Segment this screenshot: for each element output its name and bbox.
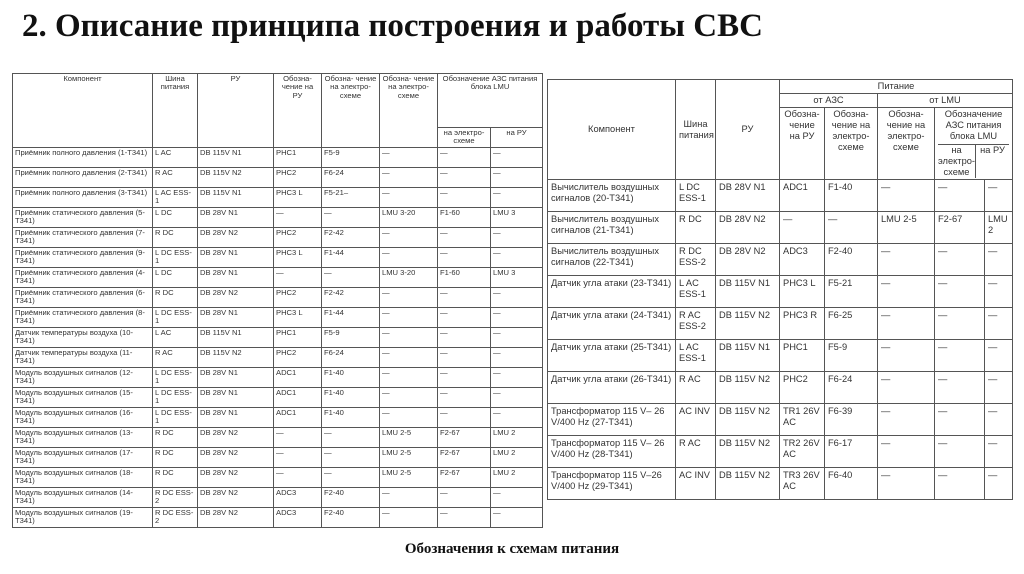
right-table-body [548, 180, 1013, 500]
cell-circuit-label-2: — [878, 468, 935, 500]
cell-bus: L DC ESS-1 [153, 367, 198, 387]
header-ru: РУ [198, 74, 274, 148]
cell-ru-label: TR1 26V AC [780, 404, 825, 436]
table-row [548, 340, 1013, 372]
table-row [548, 212, 1013, 244]
table-row [13, 507, 543, 527]
cell-azs-circuit: — [438, 367, 491, 387]
cell-circuit-label: F2-40 [825, 244, 878, 276]
table-row [13, 267, 543, 287]
cell-ru-label: PHC3 L [274, 187, 322, 207]
cell-bus: L AC ESS-1 [153, 187, 198, 207]
cell-circuit-label: — [322, 467, 380, 487]
cell-circuit-label: F6-40 [825, 468, 878, 500]
cell-azs-circuit: — [438, 187, 491, 207]
cell-circuit-label-2: — [878, 436, 935, 468]
cell-azs-ru: — [491, 347, 543, 367]
table-row [548, 308, 1013, 340]
cell-ru-label: PHC1 [780, 340, 825, 372]
cell-azs-circuit: — [438, 167, 491, 187]
cell-ru-label: ADC1 [274, 367, 322, 387]
cell-ru: DB 115V N2 [716, 372, 780, 404]
cell-component: Вычислитель воздушных сигналов (20-T341) [548, 180, 676, 212]
cell-ru-label: — [274, 427, 322, 447]
cell-circuit-label-2: LMU 2-5 [380, 447, 438, 467]
cell-circuit-label-2: — [878, 308, 935, 340]
cell-bus: L DC [153, 207, 198, 227]
cell-component: Приёмник полного давления (1-T341) [13, 147, 153, 167]
cell-circuit-label: F6-25 [825, 308, 878, 340]
cell-bus: L AC ESS-1 [676, 276, 716, 308]
cell-bus: R DC [153, 427, 198, 447]
cell-component: Приёмник полного давления (3-T341) [13, 187, 153, 207]
cell-azs-ru: LMU 3 [491, 207, 543, 227]
figure-caption: Обозначения к схемам питания [404, 541, 620, 557]
cell-azs-ru: LMU 2 [491, 427, 543, 447]
cell-component: Модуль воздушных сигналов (19-T341) [13, 507, 153, 527]
cell-azs-ru: — [491, 487, 543, 507]
cell-bus: R AC ESS-2 [676, 308, 716, 340]
cell-azs-circuit: — [935, 340, 985, 372]
cell-circuit-label: F2-42 [322, 287, 380, 307]
header-bus: Шина питания [676, 80, 716, 180]
cell-ru: DB 28V N2 [716, 212, 780, 244]
cell-bus: R DC ESS-2 [153, 507, 198, 527]
cell-component: Приёмник статического давления (6-T341) [13, 287, 153, 307]
cell-azs-circuit: F1-60 [438, 207, 491, 227]
cell-ru-label: PHC2 [274, 227, 322, 247]
cell-component: Приёмник статического давления (8-T341) [13, 307, 153, 327]
cell-ru-label: ADC1 [274, 387, 322, 407]
cell-circuit-label: F2-42 [322, 227, 380, 247]
cell-bus: R DC [676, 212, 716, 244]
cell-ru-label: PHC2 [274, 347, 322, 367]
cell-azs-ru: — [985, 468, 1013, 500]
cell-component: Приёмник статического давления (9-T341) [13, 247, 153, 267]
cell-circuit-label-2: — [380, 147, 438, 167]
header-azs-circuit: на электро- схеме [938, 145, 976, 177]
cell-azs-ru: LMU 2 [985, 212, 1013, 244]
cell-azs-ru: — [491, 327, 543, 347]
cell-circuit-label-2: — [380, 167, 438, 187]
table-row [13, 247, 543, 267]
cell-ru: DB 115V N2 [716, 468, 780, 500]
cell-azs-ru: — [491, 367, 543, 387]
cell-bus: L AC [153, 327, 198, 347]
cell-component: Приёмник статического давления (5-T341) [13, 207, 153, 227]
cell-ru-label: PHC3 L [780, 276, 825, 308]
cell-circuit-label-2: LMU 3-20 [380, 267, 438, 287]
cell-ru: DB 28V N1 [198, 307, 274, 327]
cell-circuit-label-2: — [380, 307, 438, 327]
cell-circuit-label-2: LMU 2-5 [380, 467, 438, 487]
table-row [548, 244, 1013, 276]
cell-circuit-label-2: — [878, 372, 935, 404]
cell-bus: R DC ESS-2 [153, 487, 198, 507]
cell-circuit-label: F1-40 [322, 407, 380, 427]
cell-bus: R DC [153, 287, 198, 307]
cell-azs-circuit: — [438, 387, 491, 407]
cell-ru: DB 115V N1 [716, 276, 780, 308]
table-row [13, 367, 543, 387]
cell-circuit-label-2: — [878, 276, 935, 308]
left-power-table [12, 73, 543, 528]
cell-azs-ru: — [985, 244, 1013, 276]
cell-azs-ru: — [985, 436, 1013, 468]
cell-circuit-label-2: — [878, 340, 935, 372]
cell-circuit-label: F5-9 [825, 340, 878, 372]
cell-azs-circuit: F2-67 [935, 212, 985, 244]
cell-azs-circuit: — [935, 436, 985, 468]
cell-ru-label: TR3 26V AC [780, 468, 825, 500]
table-row [548, 468, 1013, 500]
cell-azs-ru: — [491, 287, 543, 307]
cell-circuit-label: — [322, 267, 380, 287]
header-component: Компонент [548, 80, 676, 180]
header-azs-circuit: на электро- схеме [438, 128, 491, 148]
cell-circuit-label: — [322, 427, 380, 447]
cell-component: Модуль воздушных сигналов (13-T341) [13, 427, 153, 447]
cell-azs-ru: LMU 2 [491, 467, 543, 487]
table-row [13, 487, 543, 507]
cell-ru-label: PHC2 [274, 287, 322, 307]
cell-bus: R AC [676, 436, 716, 468]
cell-ru: DB 115V N2 [198, 347, 274, 367]
cell-circuit-label-2: — [380, 387, 438, 407]
cell-azs-circuit: — [438, 347, 491, 367]
cell-bus: R AC [153, 347, 198, 367]
cell-component: Модуль воздушных сигналов (12-T341) [13, 367, 153, 387]
cell-circuit-label-2: LMU 2-5 [380, 427, 438, 447]
cell-ru: DB 115V N1 [716, 340, 780, 372]
cell-azs-ru: — [491, 507, 543, 527]
cell-ru-label: ADC3 [274, 487, 322, 507]
page-title: 2. Описание принципа построения и работы СВС [22, 8, 763, 44]
cell-circuit-label-2: — [380, 507, 438, 527]
cell-ru: DB 28V N1 [198, 367, 274, 387]
cell-circuit-label-2: — [380, 367, 438, 387]
cell-circuit-label: F6-24 [322, 347, 380, 367]
cell-azs-circuit: — [935, 180, 985, 212]
cell-azs-ru: — [985, 404, 1013, 436]
cell-component: Трансформатор 115 V– 26 V/400 Hz (28-T341) [548, 436, 676, 468]
header-circuit-label-2: Обозна- чение на электро- схеме [380, 74, 438, 148]
cell-ru: DB 28V N2 [716, 244, 780, 276]
cell-component: Приёмник полного давления (2-T341) [13, 167, 153, 187]
header-ru-label: Обозна- чение на РУ [780, 108, 825, 180]
cell-circuit-label: F6-17 [825, 436, 878, 468]
cell-circuit-label-2: — [380, 247, 438, 267]
cell-bus: L AC ESS-1 [676, 340, 716, 372]
cell-azs-circuit: — [438, 407, 491, 427]
cell-component: Датчик угла атаки (23-T341) [548, 276, 676, 308]
header-power: Питание [780, 80, 1013, 94]
header-ru-label: Обозна- чение на РУ [274, 74, 322, 148]
cell-ru: DB 28V N2 [198, 447, 274, 467]
cell-component: Трансформатор 115 V– 26 V/400 Hz (27-T341) [548, 404, 676, 436]
table-row [13, 227, 543, 247]
header-azs-ru: на РУ [491, 128, 543, 148]
cell-bus: R DC ESS-2 [676, 244, 716, 276]
cell-circuit-label: — [322, 207, 380, 227]
table-row [13, 327, 543, 347]
cell-ru-label: — [274, 447, 322, 467]
cell-ru-label: ADC3 [274, 507, 322, 527]
table-row [548, 372, 1013, 404]
cell-circuit-label: — [825, 212, 878, 244]
cell-ru-label: — [274, 267, 322, 287]
cell-ru-label: TR2 26V AC [780, 436, 825, 468]
cell-ru: DB 28V N2 [198, 467, 274, 487]
cell-ru: DB 115V N2 [716, 436, 780, 468]
cell-component: Датчик угла атаки (24-T341) [548, 308, 676, 340]
table-row [13, 187, 543, 207]
header-bus: Шина питания [153, 74, 198, 148]
cell-azs-circuit: — [438, 147, 491, 167]
cell-bus: AC INV [676, 404, 716, 436]
header-circuit-label: Обозна- чение на электро- схеме [825, 108, 878, 180]
cell-azs-circuit: F1-60 [438, 267, 491, 287]
cell-ru-label: — [274, 207, 322, 227]
cell-circuit-label: F2-40 [322, 507, 380, 527]
header-azs-lmu-group [935, 108, 1013, 180]
cell-circuit-label: F1-40 [825, 180, 878, 212]
cell-bus: R DC [153, 467, 198, 487]
cell-azs-ru: — [985, 340, 1013, 372]
cell-ru: DB 28V N1 [198, 247, 274, 267]
cell-azs-circuit: — [438, 487, 491, 507]
cell-azs-circuit: F2-67 [438, 467, 491, 487]
cell-ru-label: ADC3 [780, 244, 825, 276]
cell-azs-circuit: — [935, 244, 985, 276]
cell-bus: R DC [153, 447, 198, 467]
cell-circuit-label-2: — [878, 404, 935, 436]
cell-azs-ru: — [491, 147, 543, 167]
cell-component: Приёмник статического давления (7-T341) [13, 227, 153, 247]
cell-azs-circuit: — [935, 404, 985, 436]
right-power-table [547, 79, 1013, 500]
cell-component: Модуль воздушных сигналов (18-T341) [13, 467, 153, 487]
cell-bus: L DC ESS-1 [153, 307, 198, 327]
cell-azs-ru: — [985, 372, 1013, 404]
cell-azs-ru: — [491, 247, 543, 267]
cell-circuit-label-2: LMU 3-20 [380, 207, 438, 227]
table-row [13, 287, 543, 307]
cell-circuit-label: F1-44 [322, 247, 380, 267]
left-table-body [13, 147, 543, 527]
cell-component: Датчик температуры воздуха (11-T341) [13, 347, 153, 367]
cell-component: Датчик угла атаки (26-T341) [548, 372, 676, 404]
cell-circuit-label: F1-44 [322, 307, 380, 327]
table-row [13, 447, 543, 467]
cell-ru-label: PHC1 [274, 147, 322, 167]
header-circuit-label-2: Обозна- чение на электро- схеме [878, 108, 935, 180]
cell-component: Модуль воздушных сигналов (14-T341) [13, 487, 153, 507]
cell-circuit-label-2: — [380, 407, 438, 427]
cell-azs-ru: — [491, 167, 543, 187]
cell-ru: DB 28V N1 [198, 207, 274, 227]
cell-ru: DB 115V N2 [716, 308, 780, 340]
cell-component: Приёмник статического давления (4-T341) [13, 267, 153, 287]
cell-azs-circuit: F2-67 [438, 427, 491, 447]
cell-azs-circuit: — [935, 308, 985, 340]
table-row [548, 404, 1013, 436]
cell-ru: DB 115V N1 [198, 187, 274, 207]
header-ru: РУ [716, 80, 780, 180]
table-row [548, 436, 1013, 468]
cell-bus: L DC ESS-1 [676, 180, 716, 212]
cell-azs-circuit: — [438, 287, 491, 307]
cell-ru: DB 115V N2 [198, 167, 274, 187]
table-row [13, 427, 543, 447]
cell-azs-circuit: — [438, 507, 491, 527]
cell-azs-circuit: — [935, 372, 985, 404]
cell-ru: DB 28V N2 [198, 427, 274, 447]
cell-component: Вычислитель воздушных сигналов (22-T341) [548, 244, 676, 276]
cell-ru: DB 28V N1 [198, 387, 274, 407]
table-row [548, 276, 1013, 308]
cell-ru: DB 28V N2 [198, 507, 274, 527]
cell-ru: DB 28V N2 [198, 287, 274, 307]
cell-component: Модуль воздушных сигналов (15-T341) [13, 387, 153, 407]
cell-ru: DB 115V N2 [716, 404, 780, 436]
cell-component: Модуль воздушных сигналов (17-T341) [13, 447, 153, 467]
cell-component: Датчик угла атаки (25-T341) [548, 340, 676, 372]
cell-circuit-label: F5-9 [322, 147, 380, 167]
cell-ru: DB 28V N1 [198, 407, 274, 427]
cell-azs-circuit: — [935, 468, 985, 500]
table-row [13, 167, 543, 187]
cell-component: Вычислитель воздушных сигналов (21-T341) [548, 212, 676, 244]
cell-bus: L AC [153, 147, 198, 167]
header-azs-ru: на РУ [980, 145, 1005, 155]
table-row [13, 467, 543, 487]
cell-azs-circuit: — [935, 276, 985, 308]
table-row [13, 347, 543, 367]
cell-circuit-label: — [322, 447, 380, 467]
cell-ru-label: PHC3 L [274, 247, 322, 267]
cell-circuit-label-2: — [380, 487, 438, 507]
table-row [13, 147, 543, 167]
cell-bus: R AC [153, 167, 198, 187]
cell-bus: AC INV [676, 468, 716, 500]
cell-bus: R DC [153, 227, 198, 247]
cell-bus: L DC ESS-1 [153, 247, 198, 267]
cell-circuit-label: F5-9 [322, 327, 380, 347]
cell-azs-circuit: — [438, 327, 491, 347]
table-row [13, 207, 543, 227]
header-circuit-label: Обозна- чение на электро- схеме [322, 74, 380, 148]
table-row [13, 307, 543, 327]
cell-ru: DB 28V N2 [198, 487, 274, 507]
cell-circuit-label: F6-24 [322, 167, 380, 187]
header-from-azs: от АЗС [780, 94, 878, 108]
cell-circuit-label: F6-24 [825, 372, 878, 404]
cell-azs-ru: — [491, 407, 543, 427]
cell-circuit-label: F5-21– [322, 187, 380, 207]
cell-ru-label: PHC2 [780, 372, 825, 404]
cell-circuit-label-2: — [380, 187, 438, 207]
cell-circuit-label-2: LMU 2-5 [878, 212, 935, 244]
cell-azs-circuit: — [438, 227, 491, 247]
cell-circuit-label-2: — [878, 180, 935, 212]
cell-bus: L DC [153, 267, 198, 287]
cell-ru-label: — [274, 467, 322, 487]
cell-ru-label: PHC2 [274, 167, 322, 187]
cell-azs-circuit: — [438, 247, 491, 267]
table-row [548, 180, 1013, 212]
cell-azs-circuit: — [438, 307, 491, 327]
cell-azs-ru: LMU 2 [491, 447, 543, 467]
cell-circuit-label-2: — [380, 347, 438, 367]
cell-bus: L DC ESS-1 [153, 407, 198, 427]
cell-ru: DB 28V N1 [198, 267, 274, 287]
cell-component: Датчик температуры воздуха (10-T341) [13, 327, 153, 347]
cell-ru-label: ADC1 [274, 407, 322, 427]
cell-ru: DB 115V N1 [198, 147, 274, 167]
cell-circuit-label: F1-40 [322, 387, 380, 407]
cell-circuit-label: F2-40 [322, 487, 380, 507]
cell-circuit-label-2: — [878, 244, 935, 276]
cell-azs-ru: — [491, 187, 543, 207]
cell-azs-ru: — [491, 307, 543, 327]
cell-ru-label: — [780, 212, 825, 244]
cell-ru-label: PHC3 L [274, 307, 322, 327]
cell-circuit-label: F6-39 [825, 404, 878, 436]
cell-circuit-label-2: — [380, 227, 438, 247]
cell-circuit-label: F5-21 [825, 276, 878, 308]
cell-azs-ru: — [491, 227, 543, 247]
cell-ru: DB 115V N1 [198, 327, 274, 347]
cell-azs-ru: — [985, 308, 1013, 340]
cell-bus: L DC ESS-1 [153, 387, 198, 407]
cell-ru-label: PHC3 R [780, 308, 825, 340]
cell-bus: R AC [676, 372, 716, 404]
cell-circuit-label-2: — [380, 287, 438, 307]
cell-ru-label: ADC1 [780, 180, 825, 212]
header-component: Компонент [13, 74, 153, 148]
cell-ru: DB 28V N2 [198, 227, 274, 247]
header-from-lmu: от LMU [878, 94, 1013, 108]
cell-azs-ru: LMU 3 [491, 267, 543, 287]
cell-azs-ru: — [491, 387, 543, 407]
cell-component: Модуль воздушных сигналов (16-T341) [13, 407, 153, 427]
cell-azs-circuit: F2-67 [438, 447, 491, 467]
header-azs-lmu: Обозначение АЗС питания блока LMU [938, 109, 1009, 145]
cell-component: Трансформатор 115 V–26 V/400 Hz (29-T341) [548, 468, 676, 500]
cell-ru: DB 28V N1 [716, 180, 780, 212]
cell-circuit-label: F1-40 [322, 367, 380, 387]
cell-ru-label: PHC1 [274, 327, 322, 347]
cell-azs-ru: — [985, 276, 1013, 308]
table-row [13, 387, 543, 407]
cell-azs-ru: — [985, 180, 1013, 212]
header-azs-subheaders [938, 145, 1009, 178]
cell-circuit-label-2: — [380, 327, 438, 347]
table-row [13, 407, 543, 427]
header-azs-lmu: Обозначение АЗС питания блока LMU [438, 74, 543, 128]
